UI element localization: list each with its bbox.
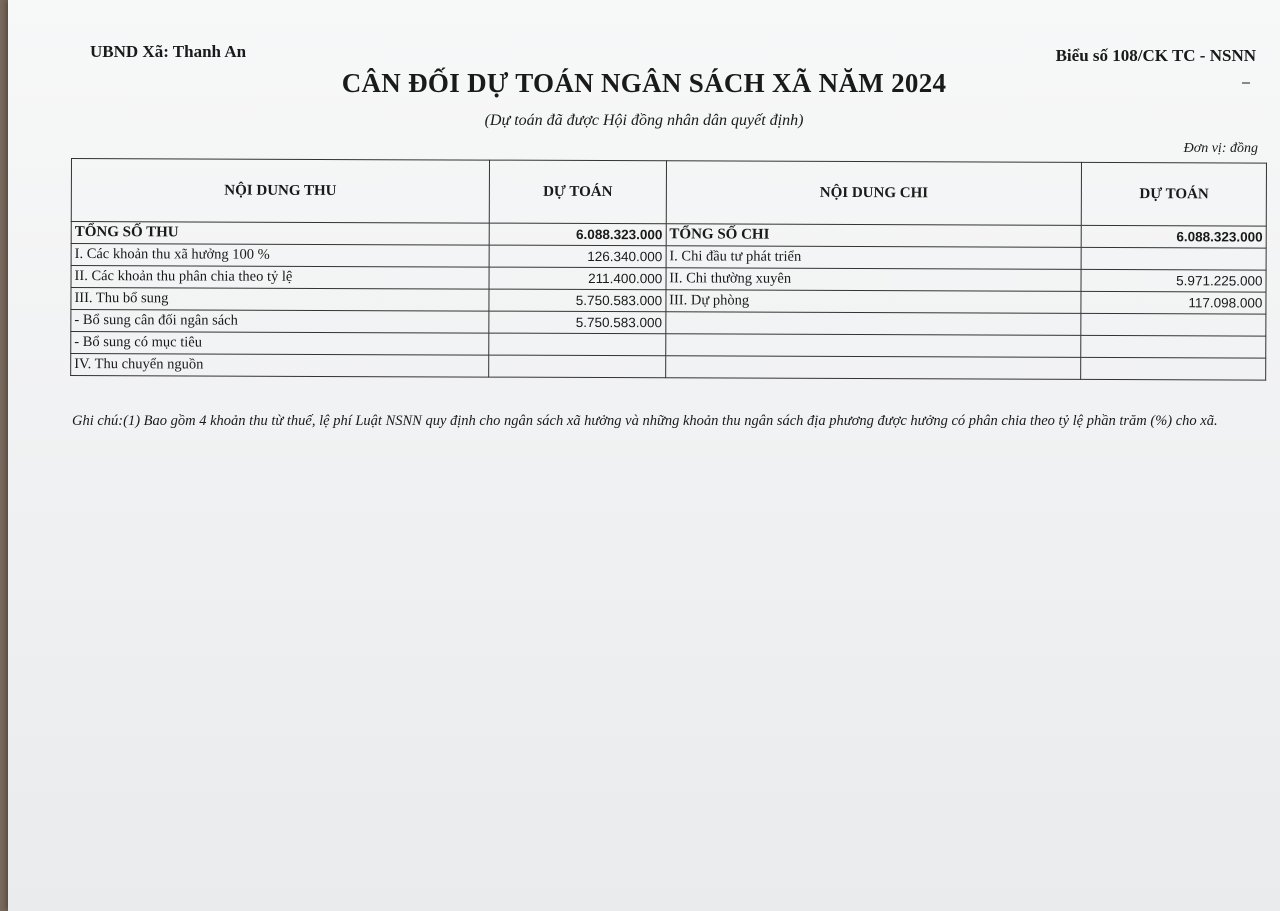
- revenue-label: TỔNG SỐ THU: [71, 222, 489, 246]
- revenue-label: II. Các khoản thu phân chia theo tỷ lệ: [71, 266, 489, 290]
- header-revenue-content: NỘI DUNG THU: [71, 159, 489, 224]
- revenue-amount: 211.400.000: [489, 267, 666, 290]
- budget-table: [70, 158, 1267, 381]
- revenue-label: - Bổ sung có mục tiêu: [71, 332, 489, 356]
- header-revenue-estimate: DỰ TOÁN: [489, 160, 666, 224]
- expenditure-label: [666, 312, 1082, 336]
- form-number: Biểu số 108/CK TC - NSNN: [1055, 46, 1256, 65]
- expenditure-amount: [1081, 247, 1266, 270]
- expenditure-amount: [1081, 357, 1266, 380]
- expenditure-label: TỔNG SỐ CHI: [666, 224, 1082, 248]
- table-row: [71, 354, 1266, 381]
- expenditure-amount: 5.971.225.000: [1081, 269, 1266, 292]
- revenue-amount: 5.750.583.000: [489, 289, 666, 312]
- expenditure-label: II. Chi thường xuyên: [666, 268, 1082, 292]
- table-header-row: [71, 159, 1266, 227]
- revenue-amount: [489, 355, 666, 378]
- expenditure-amount: [1081, 313, 1266, 336]
- expenditure-label: I. Chi đầu tư phát triển: [666, 246, 1082, 270]
- document-subtitle: (Dự toán đã được Hội đồng nhân dân quyết định): [484, 112, 804, 129]
- document-title: CÂN ĐỐI DỰ TOÁN NGÂN SÁCH XÃ NĂM 2024: [341, 68, 947, 98]
- footnote: Ghi chú:(1) Bao gồm 4 khoản thu từ thuế, lệ phí Luật NSNN quy định cho ngân sách xã hưởng và những khoản thu ngân sách địa phương được hưởng có phân chia theo tỷ lệ phần trăm (%) cho xã.: [72, 413, 1218, 429]
- expenditure-amount: [1081, 335, 1266, 358]
- header-expenditure-content: NỘI DUNG CHI: [666, 161, 1082, 226]
- revenue-amount: 126.340.000: [489, 245, 666, 268]
- expenditure-label: [665, 334, 1081, 358]
- revenue-amount: [489, 333, 666, 356]
- expenditure-label: [665, 356, 1081, 380]
- revenue-label: - Bổ sung cân đối ngân sách: [71, 310, 489, 334]
- organization-name: UBND Xã: Thanh An: [90, 42, 247, 61]
- document-page: [8, 0, 1280, 911]
- revenue-label: I. Các khoản thu xã hưởng 100 %: [71, 244, 489, 268]
- expenditure-label: III. Dự phòng: [666, 290, 1082, 314]
- revenue-label: IV. Thu chuyển nguồn: [71, 354, 489, 378]
- revenue-label: III. Thu bổ sung: [71, 288, 489, 312]
- expenditure-amount: 6.088.323.000: [1082, 225, 1267, 248]
- currency-unit: Đơn vị: đồng: [1183, 141, 1258, 156]
- expenditure-amount: 117.098.000: [1081, 291, 1266, 314]
- revenue-amount: 6.088.323.000: [489, 223, 666, 246]
- header-expenditure-estimate: DỰ TOÁN: [1082, 162, 1267, 226]
- revenue-amount: 5.750.583.000: [489, 311, 666, 334]
